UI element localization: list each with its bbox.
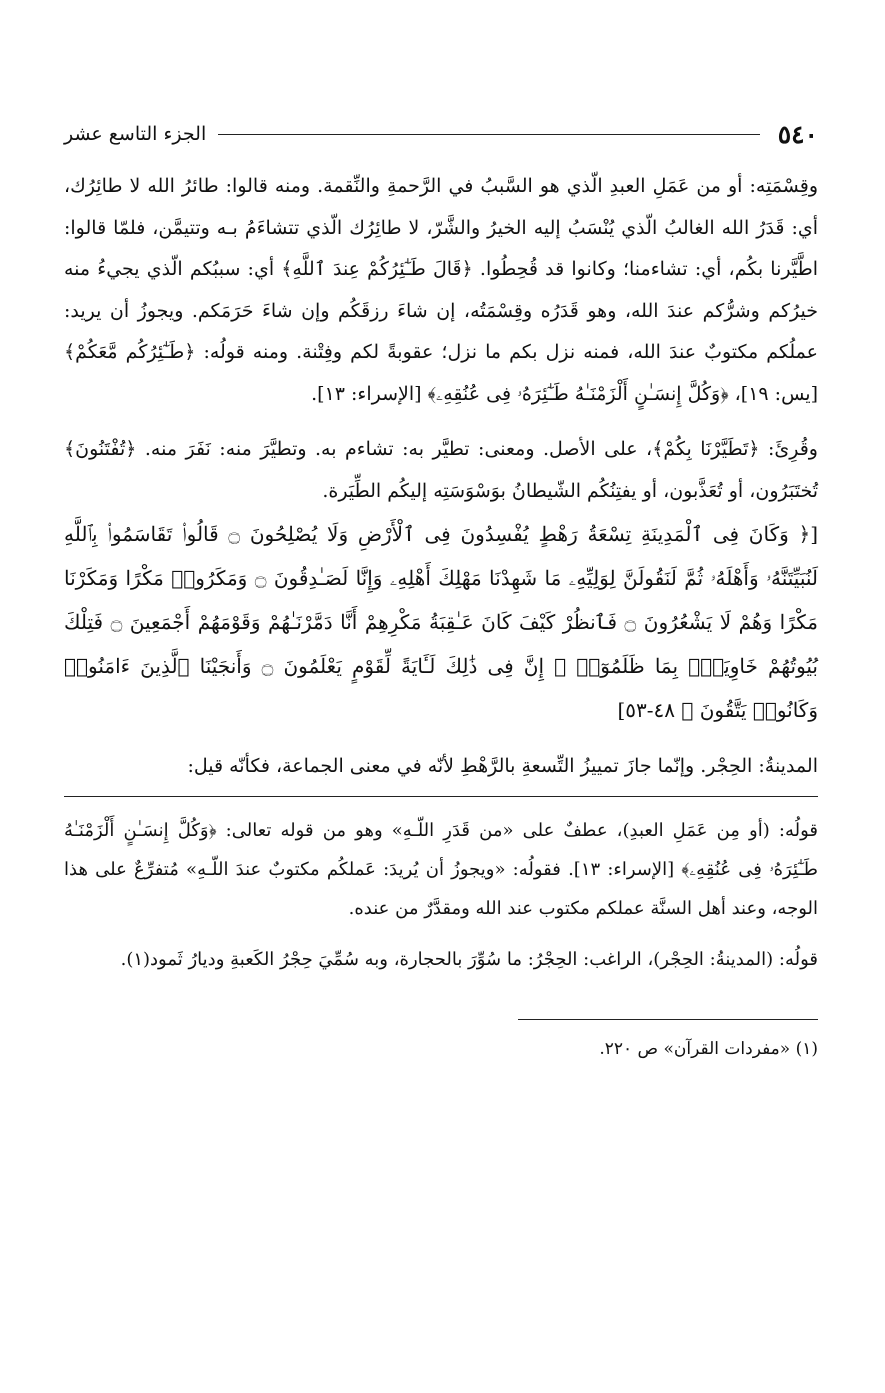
quran-verses: [﴿ وَكَانَ فِى ٱلْمَدِينَةِ تِسْعَةُ رَهْطٍ يُفْسِدُونَ فِى ٱلْأَرْضِ وَلَا يُصْلِحُونَ ۝ قَالُوا۟ تَقَاسَمُوا۟ بِٱللَّهِ لَنُبَيِّتَنَّهُۥ وَأَهْلَهُۥ ثُمَّ لَنَقُولَنَّ لِوَلِيِّهِۦ مَا شَهِدْنَا مَهْلِكَ أَهْلِهِۦ وَإِنَّا لَصَـٰدِقُونَ ۝ وَمَكَرُوا۟ مَكْرًا وَمَكَرْنَا مَكْرًا وَهُمْ لَا يَشْعُرُونَ ۝ فَٱنظُرْ كَيْفَ كَانَ عَـٰقِبَةُ مَكْرِهِمْ أَنَّا دَمَّرْنَـٰهُمْ وَقَوْمَهُمْ أَجْمَعِينَ ۝ فَتِلْكَ بُيُوتُهُمْ خَاوِيَةًۢ بِمَا ظَلَمُوٓا۟ ۗ إِنَّ فِى ذَٰلِكَ لَـَٔايَةً لِّقَوْمٍ يَعْلَمُونَ ۝ وَأَنجَيْنَا ٱلَّذِينَ ءَامَنُوا۟ وَكَانُوا۟ يَتَّقُونَ ﴾ ٤٨-٥٣] (64, 522, 819, 722)
commentary-note-1: قولُه: (أو مِن عَمَلِ العبدِ)، عطفٌ على «من قَدَرِ اللّـهِ» وهو من قوله تعالى: ﴿وَكُلَّ إِنسَـٰنٍ أَلْزَمْنَـٰهُ طَـٰٓئِرَهُۥ فِى عُنُقِهِۦ﴾ [الإسراء: ١٣]. فقولُه: «ويجوزُ أن يُريدَ: عَملكُم مكتوبٌ عندَ اللّـهِ» مُتفرِّعٌ على هذا الوجه، وعند أهل السنَّة عملكم مكتوب عند الله ومقدَّرٌ من عنده. (64, 819, 818, 919)
footnote: (١) «مفردات القرآن» ص ٢٢٠. (599, 1038, 818, 1059)
main-paragraph-3: المدينةُ: الحِجْر. وإنّما جازَ تمييزُ التِّسعةِ بالرَّهْطِ لأنّه في معنى الجماعة، فكأنّه قيل: (187, 755, 818, 777)
header-rule (218, 134, 759, 135)
main-paragraph-1: وقِسْمَتِه: أو من عَمَلِ العبدِ الّذي هو السَّببُ في الرَّحمةِ والنِّقمة. ومنه قالوا: طائرُ الله لا طائِرُك، أي: قَدَرُ الله الغالبُ الّذي يُنْسَبُ إليه الخيرُ والشَّرّ، لا طائِرُك الّذي تتشاءَمُ بـه وتتيمَّن، فلمّا قالوا: اطَّيَّرنا بكُم، أي: تشاءمنا؛ وكانوا قد قُحِطُوا. ﴿قَالَ طَـٰٓئِرُكُمْ عِندَ ٱللَّهِ﴾ أي: سببُكم الّذي يجيءُ منه خيرُكم وشرُّكم عندَ الله، وهو قَدَرُه وقِسْمَتُه، إن شاءَ رزقَكُم وإن شاءَ حَرَمَكم. ويجوزُ أن يريد: عملُكم مكتوبٌ عندَ الله، فمنه نزل بكم ما نزل؛ عقوبةً لكم وفِتْنة. ومنه قولُه: ﴿طَـٰٓئِرُكُم مَّعَكُمْ﴾ [يس: ١٩]، ﴿وَكُلَّ إِنسَـٰنٍ أَلْزَمْنَـٰهُ طَـٰٓئِرَهُۥ فِى عُنُقِهِۦ﴾ [الإسراء: ١٣]. (64, 175, 818, 405)
page-header (64, 112, 818, 156)
page-number: ٥٤٠ (777, 119, 818, 149)
commentary (64, 811, 818, 979)
main-text (64, 166, 818, 788)
commentary-divider (64, 796, 818, 797)
commentary-note-2: قولُه: (المدينةُ: الحِجْر)، الراغب: الحِجْرُ: ما سُوِّرَ بالحجارة، وبه سُمِّيَ حِجْرُ الكَعبةِ وديارُ ثَمود(١). (120, 948, 818, 970)
running-title: الجزء التاسع عشر (64, 123, 207, 145)
book-page (64, 112, 818, 1066)
footnote-divider (518, 1019, 818, 1020)
main-paragraph-2: وقُرِئَ: ﴿تَطَيَّرْنَا بِكُمْ﴾، على الأصل. ومعنى: تطيَّر به: تشاءم به. وتطيَّرَ منه: نَفَرَ منه. ﴿تُفْتَنُونَ﴾ تُختَبَرُون، أو تُعَذَّبون، أو يفتِنُكُم الشّيطانُ بوَسْوَسَتِه إليكُم الطِّيَرة. (64, 438, 818, 502)
